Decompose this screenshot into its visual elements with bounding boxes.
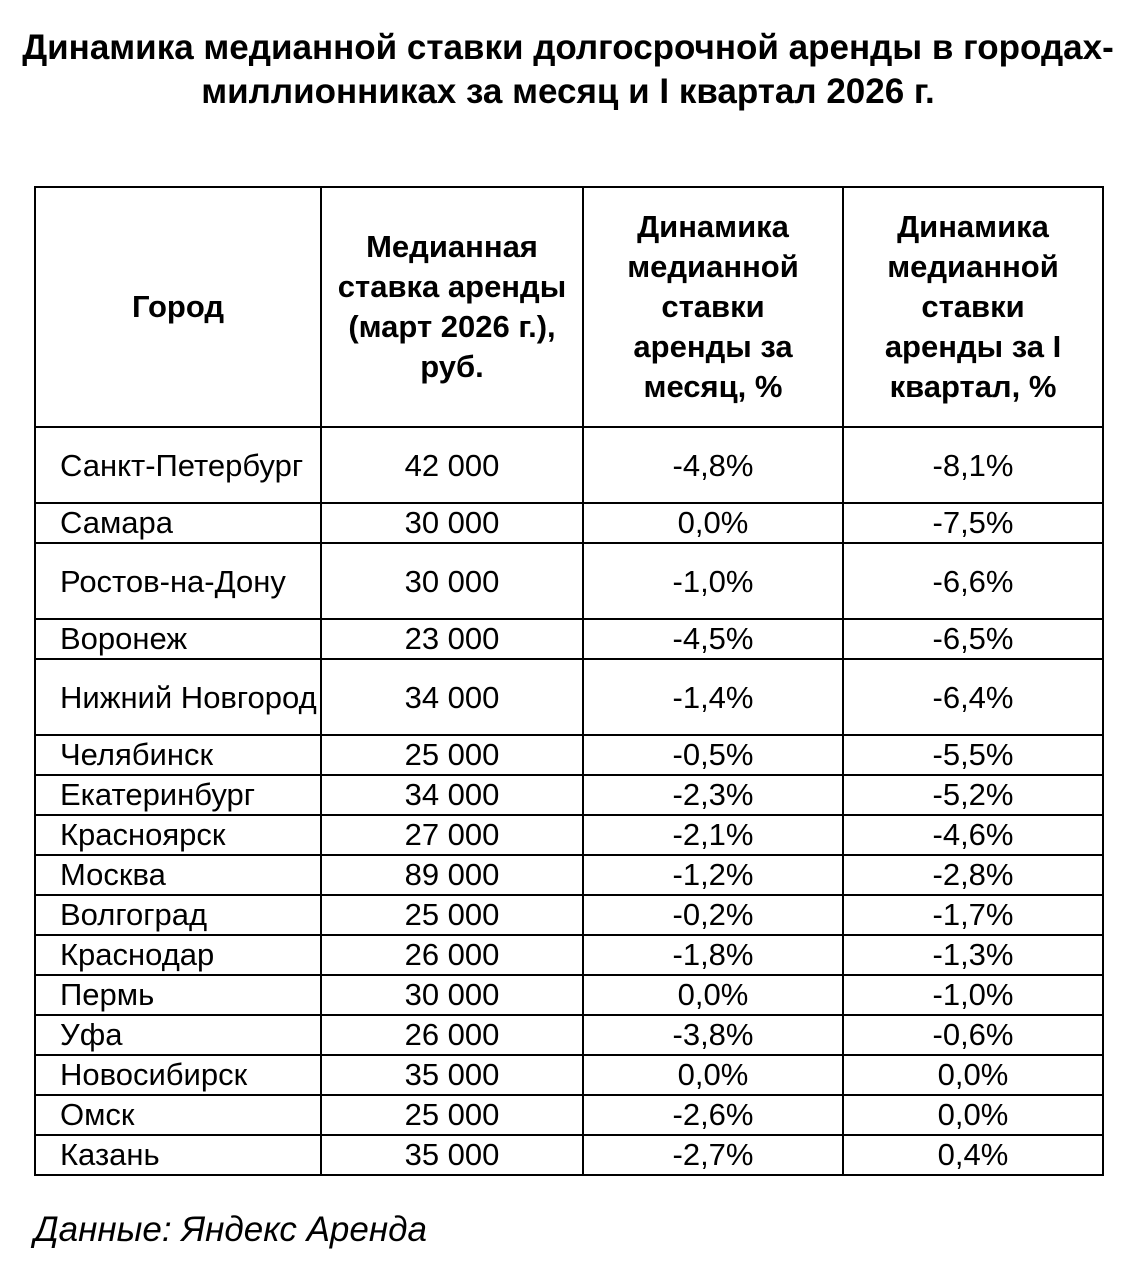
city-cell: Санкт-Петербург — [35, 427, 321, 503]
city-cell: Краснодар — [35, 935, 321, 975]
rate-cell: 25 000 — [321, 1095, 583, 1135]
table-row — [35, 775, 1103, 815]
city-cell: Пермь — [35, 975, 321, 1015]
header-city: Город — [35, 187, 321, 427]
rate-cell: 89 000 — [321, 855, 583, 895]
rent-table — [34, 186, 1104, 1176]
table-row — [35, 1055, 1103, 1095]
month-change-cell: -1,2% — [583, 855, 843, 895]
quarter-change-cell: -0,6% — [843, 1015, 1103, 1055]
rate-cell: 35 000 — [321, 1055, 583, 1095]
table-row — [35, 935, 1103, 975]
city-cell: Казань — [35, 1135, 321, 1175]
quarter-change-cell: 0,0% — [843, 1055, 1103, 1095]
city-cell: Уфа — [35, 1015, 321, 1055]
rate-cell: 26 000 — [321, 1015, 583, 1055]
quarter-change-cell: -7,5% — [843, 503, 1103, 543]
rate-cell: 26 000 — [321, 935, 583, 975]
quarter-change-cell: -6,6% — [843, 543, 1103, 619]
table-header-row — [35, 187, 1103, 427]
rate-cell: 25 000 — [321, 895, 583, 935]
rate-cell: 27 000 — [321, 815, 583, 855]
table-row — [35, 1095, 1103, 1135]
month-change-cell: -4,8% — [583, 427, 843, 503]
quarter-change-cell: -4,6% — [843, 815, 1103, 855]
rate-cell: 30 000 — [321, 503, 583, 543]
quarter-change-cell: -5,2% — [843, 775, 1103, 815]
table-row — [35, 427, 1103, 503]
month-change-cell: -2,3% — [583, 775, 843, 815]
header-quarter-change: Динамика медианной ставки аренды за I квартал, % — [843, 187, 1103, 427]
rate-cell: 25 000 — [321, 735, 583, 775]
page-title: Динамика медианной ставки долгосрочной аренды в городах-миллионниках за месяц и I квартал 2026 г. — [22, 28, 1114, 111]
month-change-cell: -1,0% — [583, 543, 843, 619]
city-cell: Нижний Новгород — [35, 659, 321, 735]
quarter-change-cell: -6,5% — [843, 619, 1103, 659]
quarter-change-cell: -1,7% — [843, 895, 1103, 935]
month-change-cell: -4,5% — [583, 619, 843, 659]
city-cell: Красноярск — [35, 815, 321, 855]
quarter-change-cell: -8,1% — [843, 427, 1103, 503]
rate-cell: 34 000 — [321, 659, 583, 735]
quarter-change-cell: 0,0% — [843, 1095, 1103, 1135]
table-row — [35, 815, 1103, 855]
table-row — [35, 975, 1103, 1015]
table-row — [35, 735, 1103, 775]
table-row — [35, 855, 1103, 895]
month-change-cell: -2,1% — [583, 815, 843, 855]
city-cell: Екатеринбург — [35, 775, 321, 815]
city-cell: Ростов-на-Дону — [35, 543, 321, 619]
month-change-cell: 0,0% — [583, 1055, 843, 1095]
city-cell: Воронеж — [35, 619, 321, 659]
rate-cell: 34 000 — [321, 775, 583, 815]
city-cell: Омск — [35, 1095, 321, 1135]
data-source-note: Данные: Яндекс Аренда — [34, 1210, 427, 1249]
table-row — [35, 503, 1103, 543]
rate-cell: 35 000 — [321, 1135, 583, 1175]
city-cell: Москва — [35, 855, 321, 895]
quarter-change-cell: -2,8% — [843, 855, 1103, 895]
rate-cell: 30 000 — [321, 543, 583, 619]
month-change-cell: -0,5% — [583, 735, 843, 775]
table-row — [35, 619, 1103, 659]
month-change-cell: 0,0% — [583, 503, 843, 543]
month-change-cell: 0,0% — [583, 975, 843, 1015]
month-change-cell: -0,2% — [583, 895, 843, 935]
table-row — [35, 895, 1103, 935]
table-row — [35, 1135, 1103, 1175]
city-cell: Волгоград — [35, 895, 321, 935]
quarter-change-cell: -1,3% — [843, 935, 1103, 975]
quarter-change-cell: 0,4% — [843, 1135, 1103, 1175]
rate-cell: 23 000 — [321, 619, 583, 659]
city-cell: Новосибирск — [35, 1055, 321, 1095]
month-change-cell: -1,8% — [583, 935, 843, 975]
month-change-cell: -3,8% — [583, 1015, 843, 1055]
rate-cell: 30 000 — [321, 975, 583, 1015]
month-change-cell: -2,7% — [583, 1135, 843, 1175]
rate-cell: 42 000 — [321, 427, 583, 503]
table-row — [35, 659, 1103, 735]
header-month-change: Динамика медианной ставки аренды за месяц, % — [583, 187, 843, 427]
table-row — [35, 1015, 1103, 1055]
city-cell: Челябинск — [35, 735, 321, 775]
quarter-change-cell: -6,4% — [843, 659, 1103, 735]
month-change-cell: -2,6% — [583, 1095, 843, 1135]
quarter-change-cell: -5,5% — [843, 735, 1103, 775]
header-median-rate: Медианная ставка аренды (март 2026 г.), руб. — [321, 187, 583, 427]
city-cell: Самара — [35, 503, 321, 543]
table-row — [35, 543, 1103, 619]
month-change-cell: -1,4% — [583, 659, 843, 735]
quarter-change-cell: -1,0% — [843, 975, 1103, 1015]
